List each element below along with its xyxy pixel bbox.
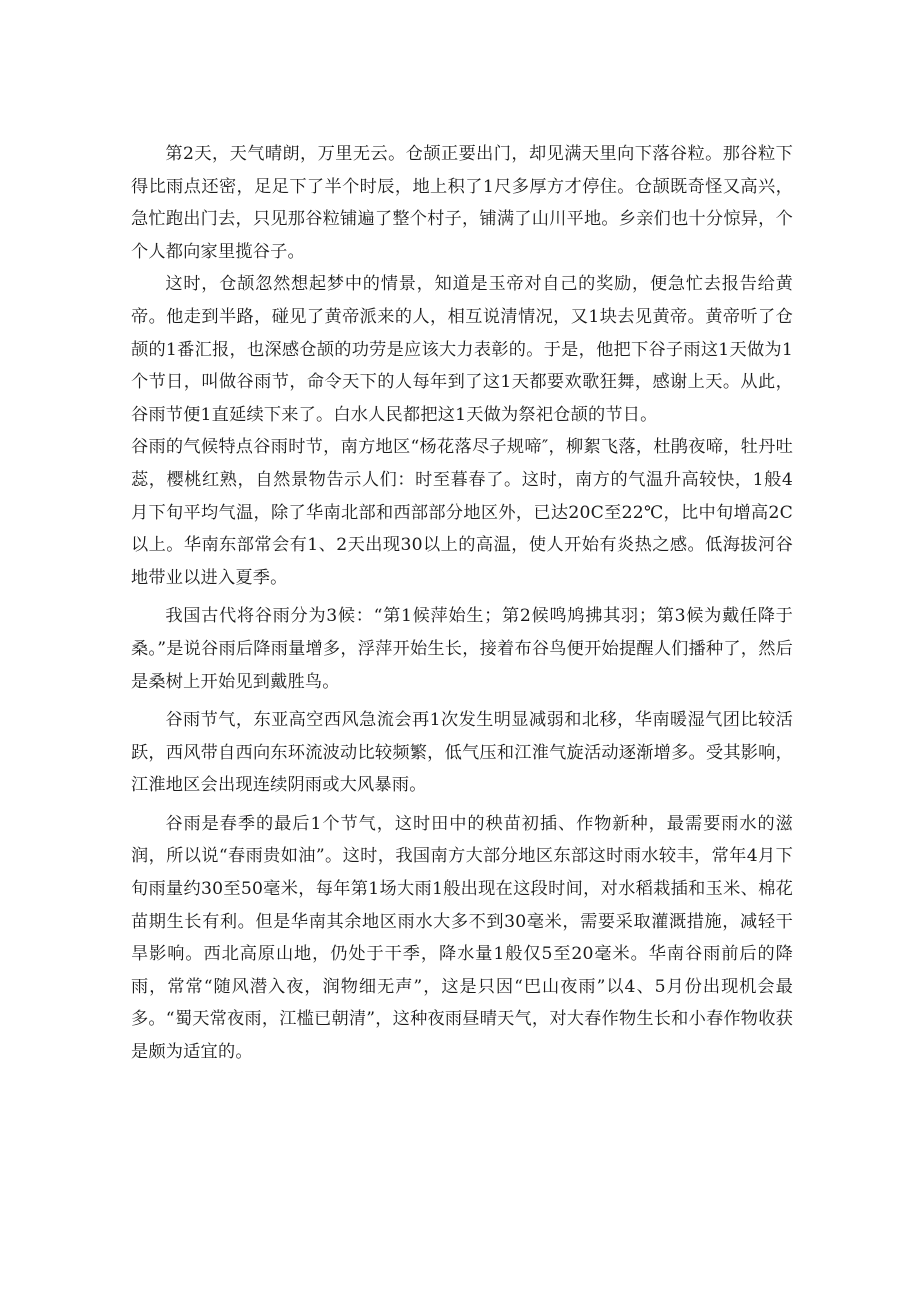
paragraph-3: 谷雨的气候特点谷雨时节，南方地区“杨花落尽子规啼″，柳絮飞落，杜鹃夜啼，牡丹吐蕊，樱桃红熟，自然景物告示人们：时至暮春了。这时，南方的气温升高较快，1般4月下旬平均气温，除了华南北部和西部部分地区外，已达20C至22℃，比中旬增高2C以上。华南东部常会有1、2天出现30以上的高温，使人开始有炎热之感。低海拔河谷地带业以进入夏季。 xyxy=(131,437,793,588)
paragraph-5: 谷雨节气，东亚高空西风急流会再1次发生明显减弱和北移，华南暖湿气团比较活跃，西风带自西向东环流波动比较频繁，低气压和江淮气旋活动逐渐增多。受其影响，江淮地区会出现连续阴雨或大风暴雨。 xyxy=(131,710,793,796)
paragraph-1: 第2天，天气晴朗，万里无云。仓颉正要出门，却见满天里向下落谷粒。那谷粒下得比雨点还密，足足下了半个时辰，地上积了1尺多厚方才停住。仓颉既奇怪又高兴，急忙跑出门去，只见那谷粒铺遍了整个村子，铺满了山川平地。乡亲们也十分惊异，个个人都向家里揽谷子。 xyxy=(131,144,793,262)
paragraph-6: 谷雨是春季的最后1个节气，这时田中的秧苗初插、作物新种，最需要雨水的滋润，所以说“春雨贵如油”。这时，我国南方大部分地区东部这时雨水较丰，常年4月下旬雨量约30至50毫米，每年第1场大雨1般出现在这段时间，对水稻栽插和玉米、棉花苗期生长有利。但是华南其余地区雨水大多不到30毫米，需要采取灌溉措施，减轻干旱影响。西北高原山地，仍处于干季，降水量1般仅5至20毫米。华南谷雨前后的降雨，常常“随风潜入夜，润物细无声”，这是只因“巴山夜雨”以4、5月份出现机会最多。“蜀天常夜雨，江槛已朝清”，这种夜雨昼晴天气，对大春作物生长和小春作物收获是颇为适宜的。 xyxy=(131,813,793,1063)
paragraph-4: 我国古代将谷雨分为3候：“第1候萍始生；第2候鸣鸠拂其羽；第3候为戴任降于桑。”是说谷雨后降雨量增多，浮萍开始生长，接着布谷鸟便开始提醒人们播种了，然后是桑树上开始见到戴胜鸟。 xyxy=(131,606,793,692)
document-body xyxy=(131,138,793,1069)
paragraph-2: 这时，仓颉忽然想起梦中的情景，知道是玉帝对自己的奖励，便急忙去报告给黄帝。他走到半路，碰见了黄帝派来的人，相互说清情况，又1块去见黄帝。黄帝听了仓颉的1番汇报，也深感仓颉的功劳是应该大力表彰的。于是，他把下谷子雨这1天做为1个节日，叫做谷雨节，命令天下的人每年到了这1天都要欢歌狂舞，感谢上天。从此，谷雨节便1直延续下来了。白水人民都把这1天做为祭祀仓颉的节日。 xyxy=(131,274,793,425)
